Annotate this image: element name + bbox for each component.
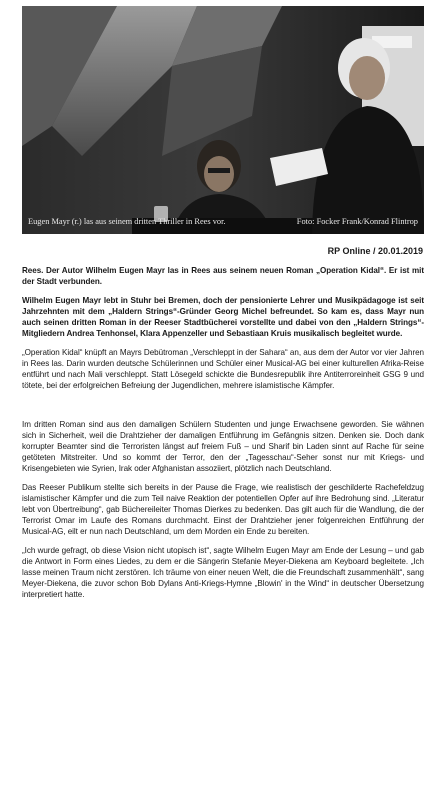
photo-caption	[22, 214, 424, 228]
article-photo	[22, 6, 424, 234]
source-line: RP Online / 20.01.2019	[327, 246, 423, 256]
article-paragraph: „Ich wurde gefragt, ob diese Vision nicht utopisch ist“, sagte Wilhelm Eugen Mayr am Ende der Lesung – und gab die Antwort in Form eines Liedes, zu dem er die Sängerin Stefanie Meyer-Diekena am Keyboard begleitete. „Ich lasse meinen Traum nicht zerstören. Ich träume von einer neuen Welt, die die Freundschaft zusammenhält“, sang Meyer-Diekena, die zuvor schon Bob Dylans Anti-Kriegs-Hymne „Blowin' in the Wind“ in deutscher Übersetzung interpretiert hatte.	[22, 546, 424, 599]
article-paragraph: Im dritten Roman sind aus den damaligen Schülern Studenten und junge Erwachsene geworden. Sie wähnen sich in Sicherheit, weil die Drahtzieher der damaligen Entführung im Gefängnis sitzen. Denken sie. Doch dank korrupter Beamter sind die Terroristen längst auf freiem Fuß – und Sharif bin Laden sinnt auf Rache für seine getöteten Mitstreiter. Und so kommt der Terror, den der „Tagesschau“-Seher sonst nur mit Kriegs- und Krisengebieten wie Syrien, Irak oder Afghanistan assoziiert, plötzlich nach Deutschland.	[22, 420, 424, 473]
reading-scene-image	[22, 6, 424, 234]
article-body	[22, 265, 424, 608]
article-intro: Wilhelm Eugen Mayr lebt in Stuhr bei Bremen, doch der pensionierte Lehrer und Musikpädagoge ist seit Jahrzehnten mit dem „Haldern Strings“-Gründer Georg Michel befreundet. So kam es, dass Mayr nun auch seinen dritten Roman in der Reeser Stadtbücherei vorstellte und dabei von den „Haldern Strings“-Mitgliedern Andrea Tenhonsel, Klara Appenzeller und Sebastiaan Kruis musikalisch begleitet wurde.	[22, 296, 424, 338]
photo-credit: Foto: Focker Frank/Konrad Flintrop	[296, 216, 418, 226]
article-paragraph: Das Reeser Publikum stellte sich bereits in der Pause die Frage, wie realistisch der geschilderte Rachefeldzug islamistischer Kämpfer und die zum Teil naive Reaktion der potentiellen Opfer auf ihre Bedrohung sind. „Literatur lebt von Übertreibung“, gab Büchereileiter Thomas Dierkes zu bedenken. Das gilt auch für die Wandlung, die der Terrorist Omar im Laufe des Romans durchmacht. Einst der Drahtzieher jener folgenreichen Entführung der Musical-AG, eilt er nun nach Deutschland, um dem Morden ein Ende zu bereiten.	[22, 483, 424, 536]
photo-caption-text: Eugen Mayr (r.) las aus seinem dritten Thriller in Rees vor.	[28, 216, 226, 226]
article-lead: Rees. Der Autor Wilhelm Eugen Mayr las in Rees aus seinem neuen Roman „Operation Kidal“. Er ist mit der Stadt verbunden.	[22, 266, 424, 286]
article-paragraph: „Operation Kidal“ knüpft an Mayrs Debütroman „Verschleppt in der Sahara“ an, aus dem der Autor vor vier Jahren in Rees las. Darin wurden deutsche Schülerinnen und Schüler einer Musical-AG bei einer kulturellen Afrika-Reise entführt und nach Mali verschleppt. Statt Lösegeld schickte die Bundesrepublik ihre Antiterroreinheit GSG 9 und tötete, bei der erfolgreichen Befreiung der Jugendlichen, mehrere islamistische Kämpfer.	[22, 348, 424, 390]
